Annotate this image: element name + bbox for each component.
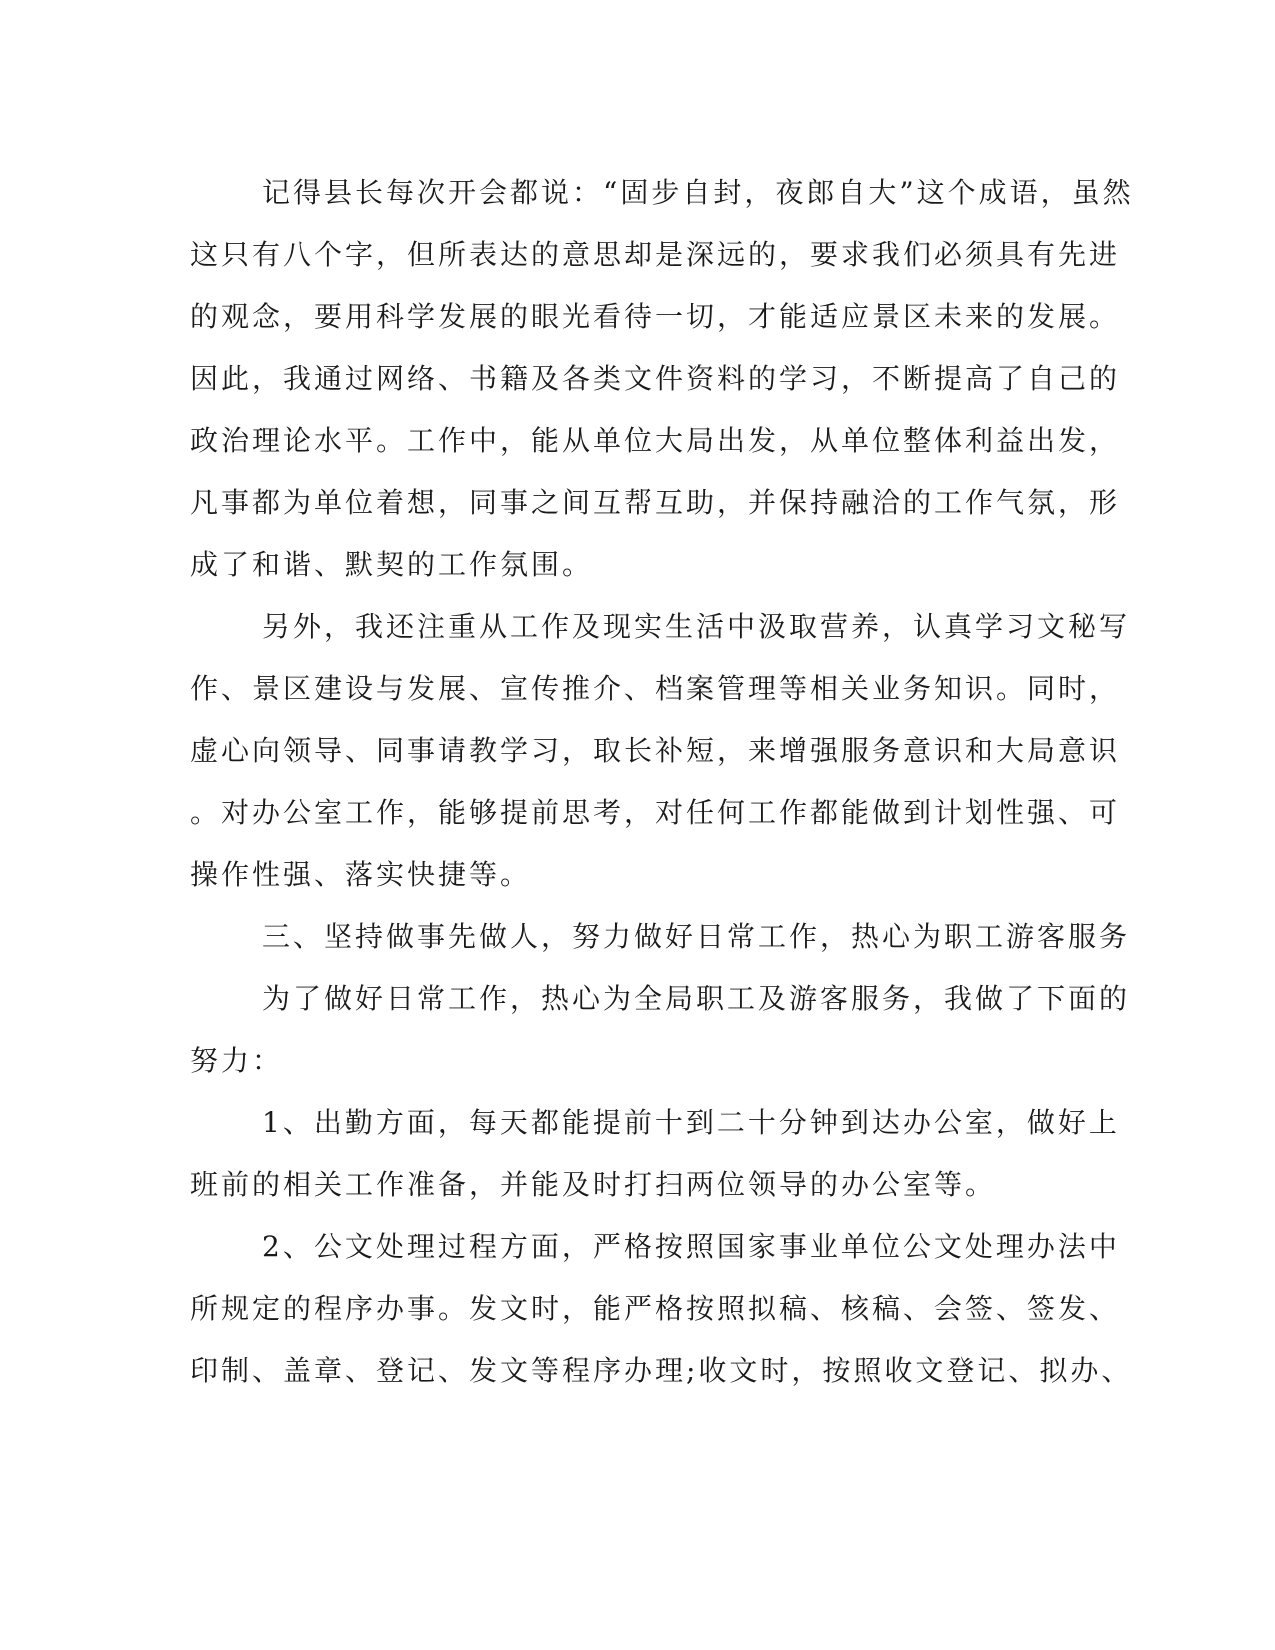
- text-line: 虚心向领导、同事请教学习，取长补短，来增强服务意识和大局意识: [190, 734, 1121, 767]
- text-line: 成了和谐、默契的工作氛围。: [190, 548, 594, 581]
- text-line: 凡事都为单位着想，同事之间互帮互助，并保持融洽的工作气氛，形: [190, 486, 1121, 519]
- text-line: 为了做好日常工作，热心为全局职工及游客服务，我做了下面的: [262, 982, 1131, 1015]
- text-line: 政治理论水平。工作中，能从单位大局出发，从单位整体利益出发，: [190, 424, 1121, 457]
- document-body: [190, 162, 1134, 1402]
- text-line: 努力：: [190, 1044, 284, 1077]
- list-item: 2、公文处理过程方面，严格按照国家事业单位公文处理办法中: [262, 1230, 1120, 1263]
- text-line: 的观念，要用科学发展的眼光看待一切，才能适应景区未来的发展。: [190, 300, 1121, 333]
- text-line: 记得县长每次开会都说：“固步自封，夜郎自大”这个成语，虽然: [262, 176, 1134, 209]
- text-line: 班前的相关工作准备，并能及时打扫两位领导的办公室等。: [190, 1168, 997, 1201]
- text-line: 操作性强、落实快捷等。: [190, 858, 532, 891]
- text-line: 另外，我还注重从工作及现实生活中汲取营养，认真学习文秘写: [262, 610, 1131, 643]
- text-line: 印制、盖章、登记、发文等程序办理;收文时，按照收文登记、拟办、: [190, 1354, 1133, 1387]
- text-line: 因此，我通过网络、书籍及各类文件资料的学习，不断提高了自己的: [190, 362, 1121, 395]
- text-line: 这只有八个字，但所表达的意思却是深远的，要求我们必须具有先进: [190, 238, 1121, 271]
- text-line: 。对办公室工作，能够提前思考，对任何工作都能做到计划性强、可: [190, 796, 1121, 829]
- text-line: 所规定的程序办事。发文时，能严格按照拟稿、核稿、会签、签发、: [190, 1292, 1121, 1325]
- text-line: 作、景区建设与发展、宣传推介、档案管理等相关业务知识。同时，: [190, 672, 1121, 705]
- list-item: 1、出勤方面，每天都能提前十到二十分钟到达办公室，做好上: [262, 1106, 1120, 1139]
- section-heading: 三、坚持做事先做人，努力做好日常工作，热心为职工游客服务: [262, 920, 1131, 953]
